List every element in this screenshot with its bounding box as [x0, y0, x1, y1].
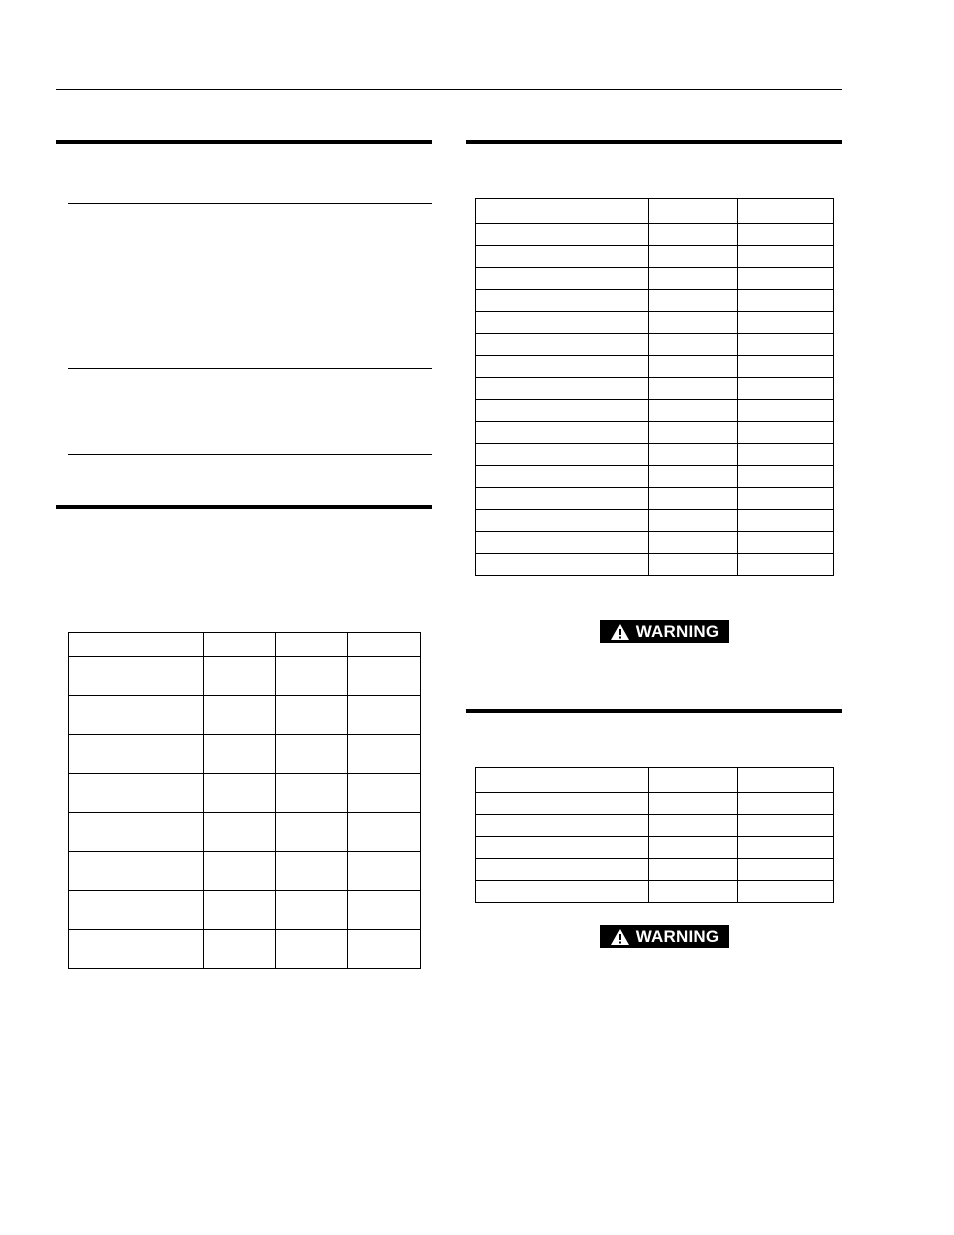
table-row [69, 852, 421, 891]
table-row [69, 774, 421, 813]
table-row [476, 466, 834, 488]
right-section-2-rule [466, 709, 842, 713]
table-row [476, 859, 834, 881]
warning-text: WARNING [635, 621, 720, 641]
table-row [476, 815, 834, 837]
table-row [69, 696, 421, 735]
header-rule [56, 89, 842, 90]
right-spec-table-top [475, 198, 834, 576]
table-row [69, 735, 421, 774]
table-row [476, 554, 834, 576]
table-row [476, 334, 834, 356]
table-row [476, 444, 834, 466]
table-header-row [69, 633, 421, 657]
table-row [476, 881, 834, 903]
table-row [476, 837, 834, 859]
table-row [69, 891, 421, 930]
warning-label-2 [600, 925, 729, 948]
table-row [476, 378, 834, 400]
warning-triangle-icon [610, 928, 630, 946]
warning-text: WARNING [635, 926, 720, 946]
table-row [476, 356, 834, 378]
left-spec-table [68, 632, 421, 969]
table-row [69, 657, 421, 696]
table-row [69, 930, 421, 969]
table-row [476, 400, 834, 422]
warning-label-1 [600, 620, 729, 643]
left-section-1-rule [56, 140, 432, 144]
left-subsection-rule-1 [68, 203, 432, 204]
table-row [476, 793, 834, 815]
table-row [476, 246, 834, 268]
right-spec-table-bottom [475, 767, 834, 903]
table-row [476, 268, 834, 290]
table-row [476, 510, 834, 532]
left-subsection-rule-3 [68, 454, 432, 455]
table-header-row [476, 768, 834, 793]
table-row [476, 224, 834, 246]
table-row [69, 813, 421, 852]
warning-triangle-icon [610, 623, 630, 641]
right-section-1-rule [466, 140, 842, 144]
table-row [476, 422, 834, 444]
left-section-2-rule [56, 505, 432, 509]
table-row [476, 290, 834, 312]
table-row [476, 312, 834, 334]
table-row [476, 488, 834, 510]
table-header-row [476, 199, 834, 224]
table-row [476, 532, 834, 554]
left-subsection-rule-2 [68, 368, 432, 369]
